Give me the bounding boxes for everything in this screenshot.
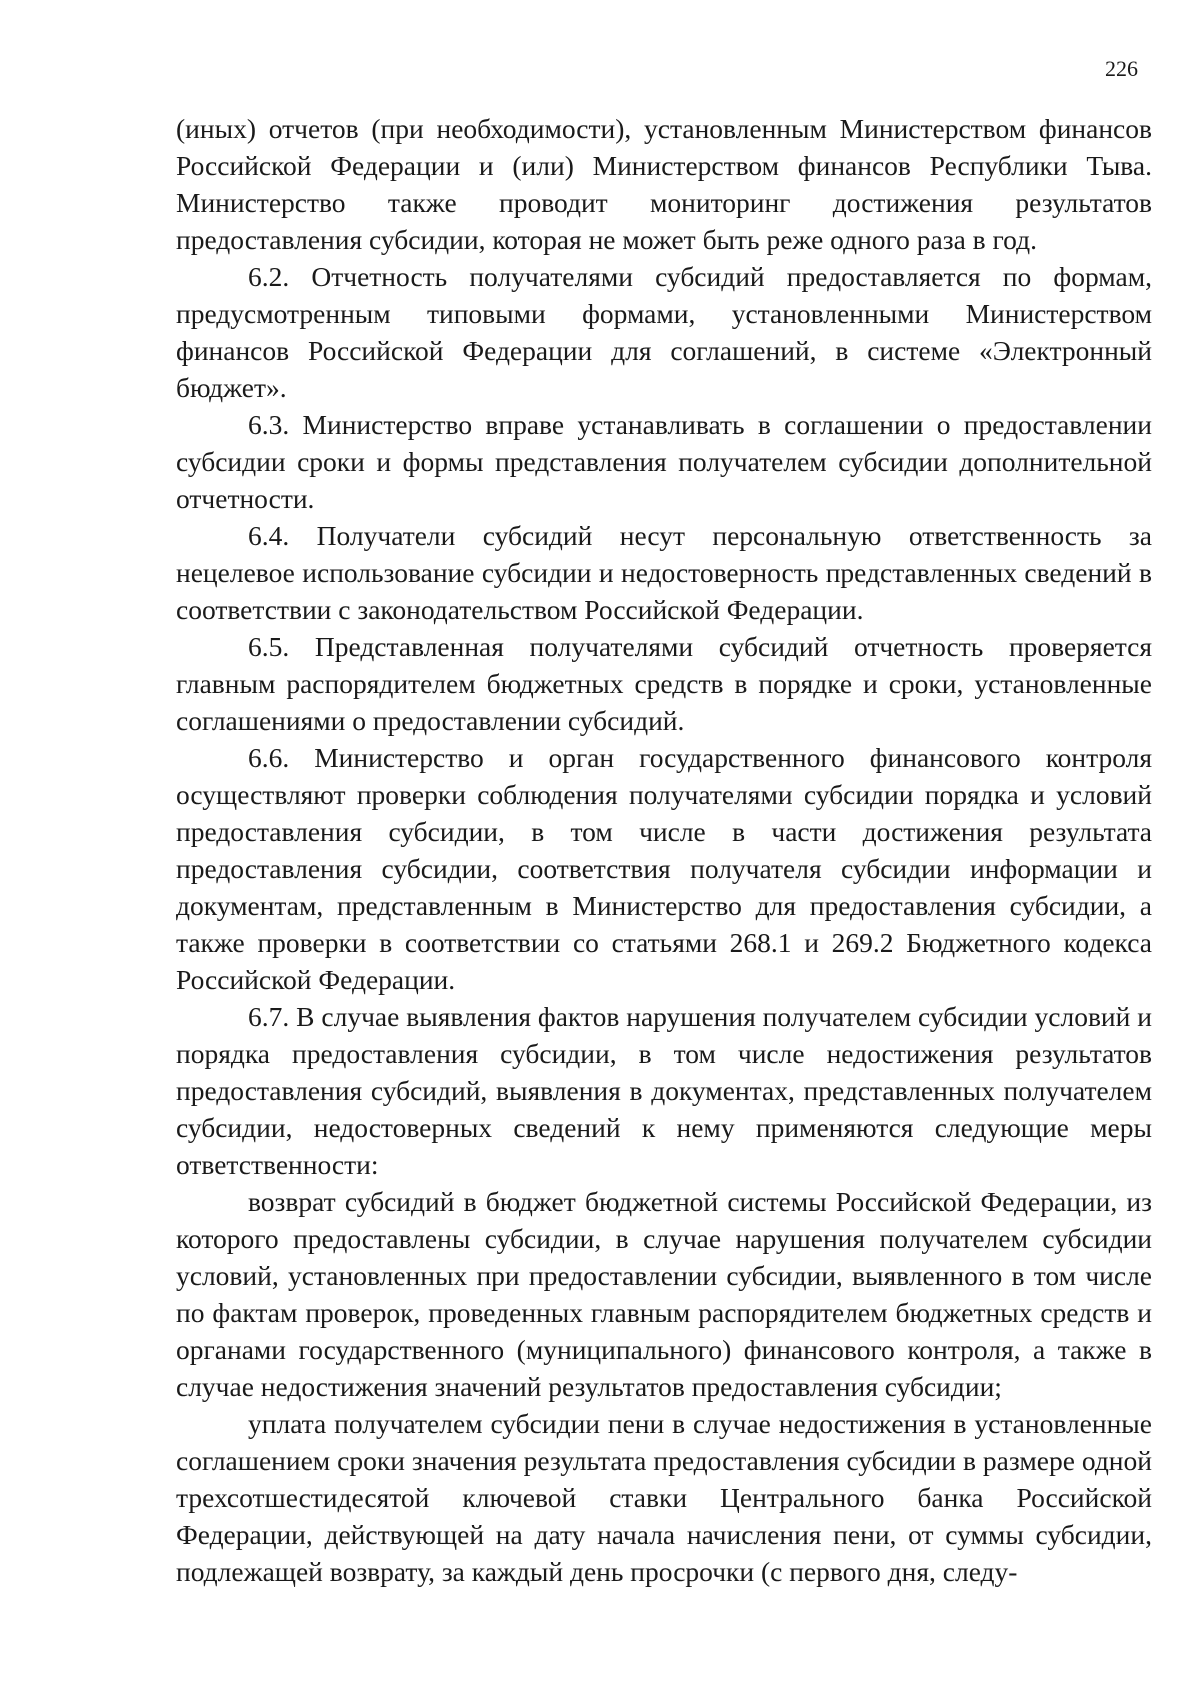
- paragraph-6-2: 6.2. Отчетность получателями субсидий предоставляется по формам, предусмотренным типовыми формами, установленными Министерством финансов Российской Федерации для соглашений, в системе «Электронный бюджет».: [176, 261, 1152, 403]
- paragraph-continuation: (иных) отчетов (при необходимости), установленным Министерством финансов Российской Федерации и (или) Министерством финансов Республики Тыва. Министерство также проводит мониторинг достижения результатов предоставления субсидии, которая не может быть реже одного раза в год.: [176, 113, 1152, 255]
- paragraph-6-4: 6.4. Получатели субсидий несут персональную ответственность за нецелевое использование субсидии и недостоверность представленных сведений в соответствии с законодательством Российской Федерации.: [176, 520, 1152, 625]
- paragraph-6-6: 6.6. Министерство и орган государственного финансового контроля осуществляют проверки соблюдения получателями субсидии порядка и условий предоставления субсидии, в том числе в части достижения результата предоставления субсидии, соответствия получателя субсидии информации и документам, представленным в Министерство для предоставления субсидии, а также проверки в соответствии со статьями 268.1 и 269.2 Бюджетного кодекса Российской Федерации.: [176, 742, 1152, 995]
- paragraph-penalty-measure: уплата получателем субсидии пени в случае недостижения в установленные соглашением сроки значения результата предоставления субсидии в размере одной трехсотшестидесятой ключевой ставки Центрального банка Российской Федерации, действующей на дату начала начисления пени, от суммы субсидии, подлежащей возврату, за каждый день просрочки (с первого дня, следу-: [176, 1408, 1152, 1587]
- page-number: 226: [1105, 56, 1138, 81]
- paragraph-6-5: 6.5. Представленная получателями субсидий отчетность проверяется главным распорядителем бюджетных средств в порядке и сроки, установленные соглашениями о предоставлении субсидий.: [176, 631, 1152, 736]
- paragraph-6-7: 6.7. В случае выявления фактов нарушения получателем субсидии условий и порядка предоставления субсидии, в том числе недостижения результатов предоставления субсидий, выявления в документах, представленных получателем субсидии, недостоверных сведений к нему применяются следующие меры ответственности:: [176, 1001, 1152, 1180]
- paragraph-6-3: 6.3. Министерство вправе устанавливать в соглашении о предоставлении субсидии сроки и формы представления получателем субсидии дополнительной отчетности.: [176, 409, 1152, 514]
- paragraph-refund-measure: возврат субсидий в бюджет бюджетной системы Российской Федерации, из которого предоставлены субсидии, в случае нарушения получателем субсидии условий, установленных при предоставлении субсидии, выявленного в том числе по фактам проверок, проведенных главным распорядителем бюджетных средств и органами государственного (муниципального) финансового контроля, а также в случае недостижения значений результатов предоставления субсидии;: [176, 1186, 1152, 1402]
- document-body: [176, 110, 1152, 1590]
